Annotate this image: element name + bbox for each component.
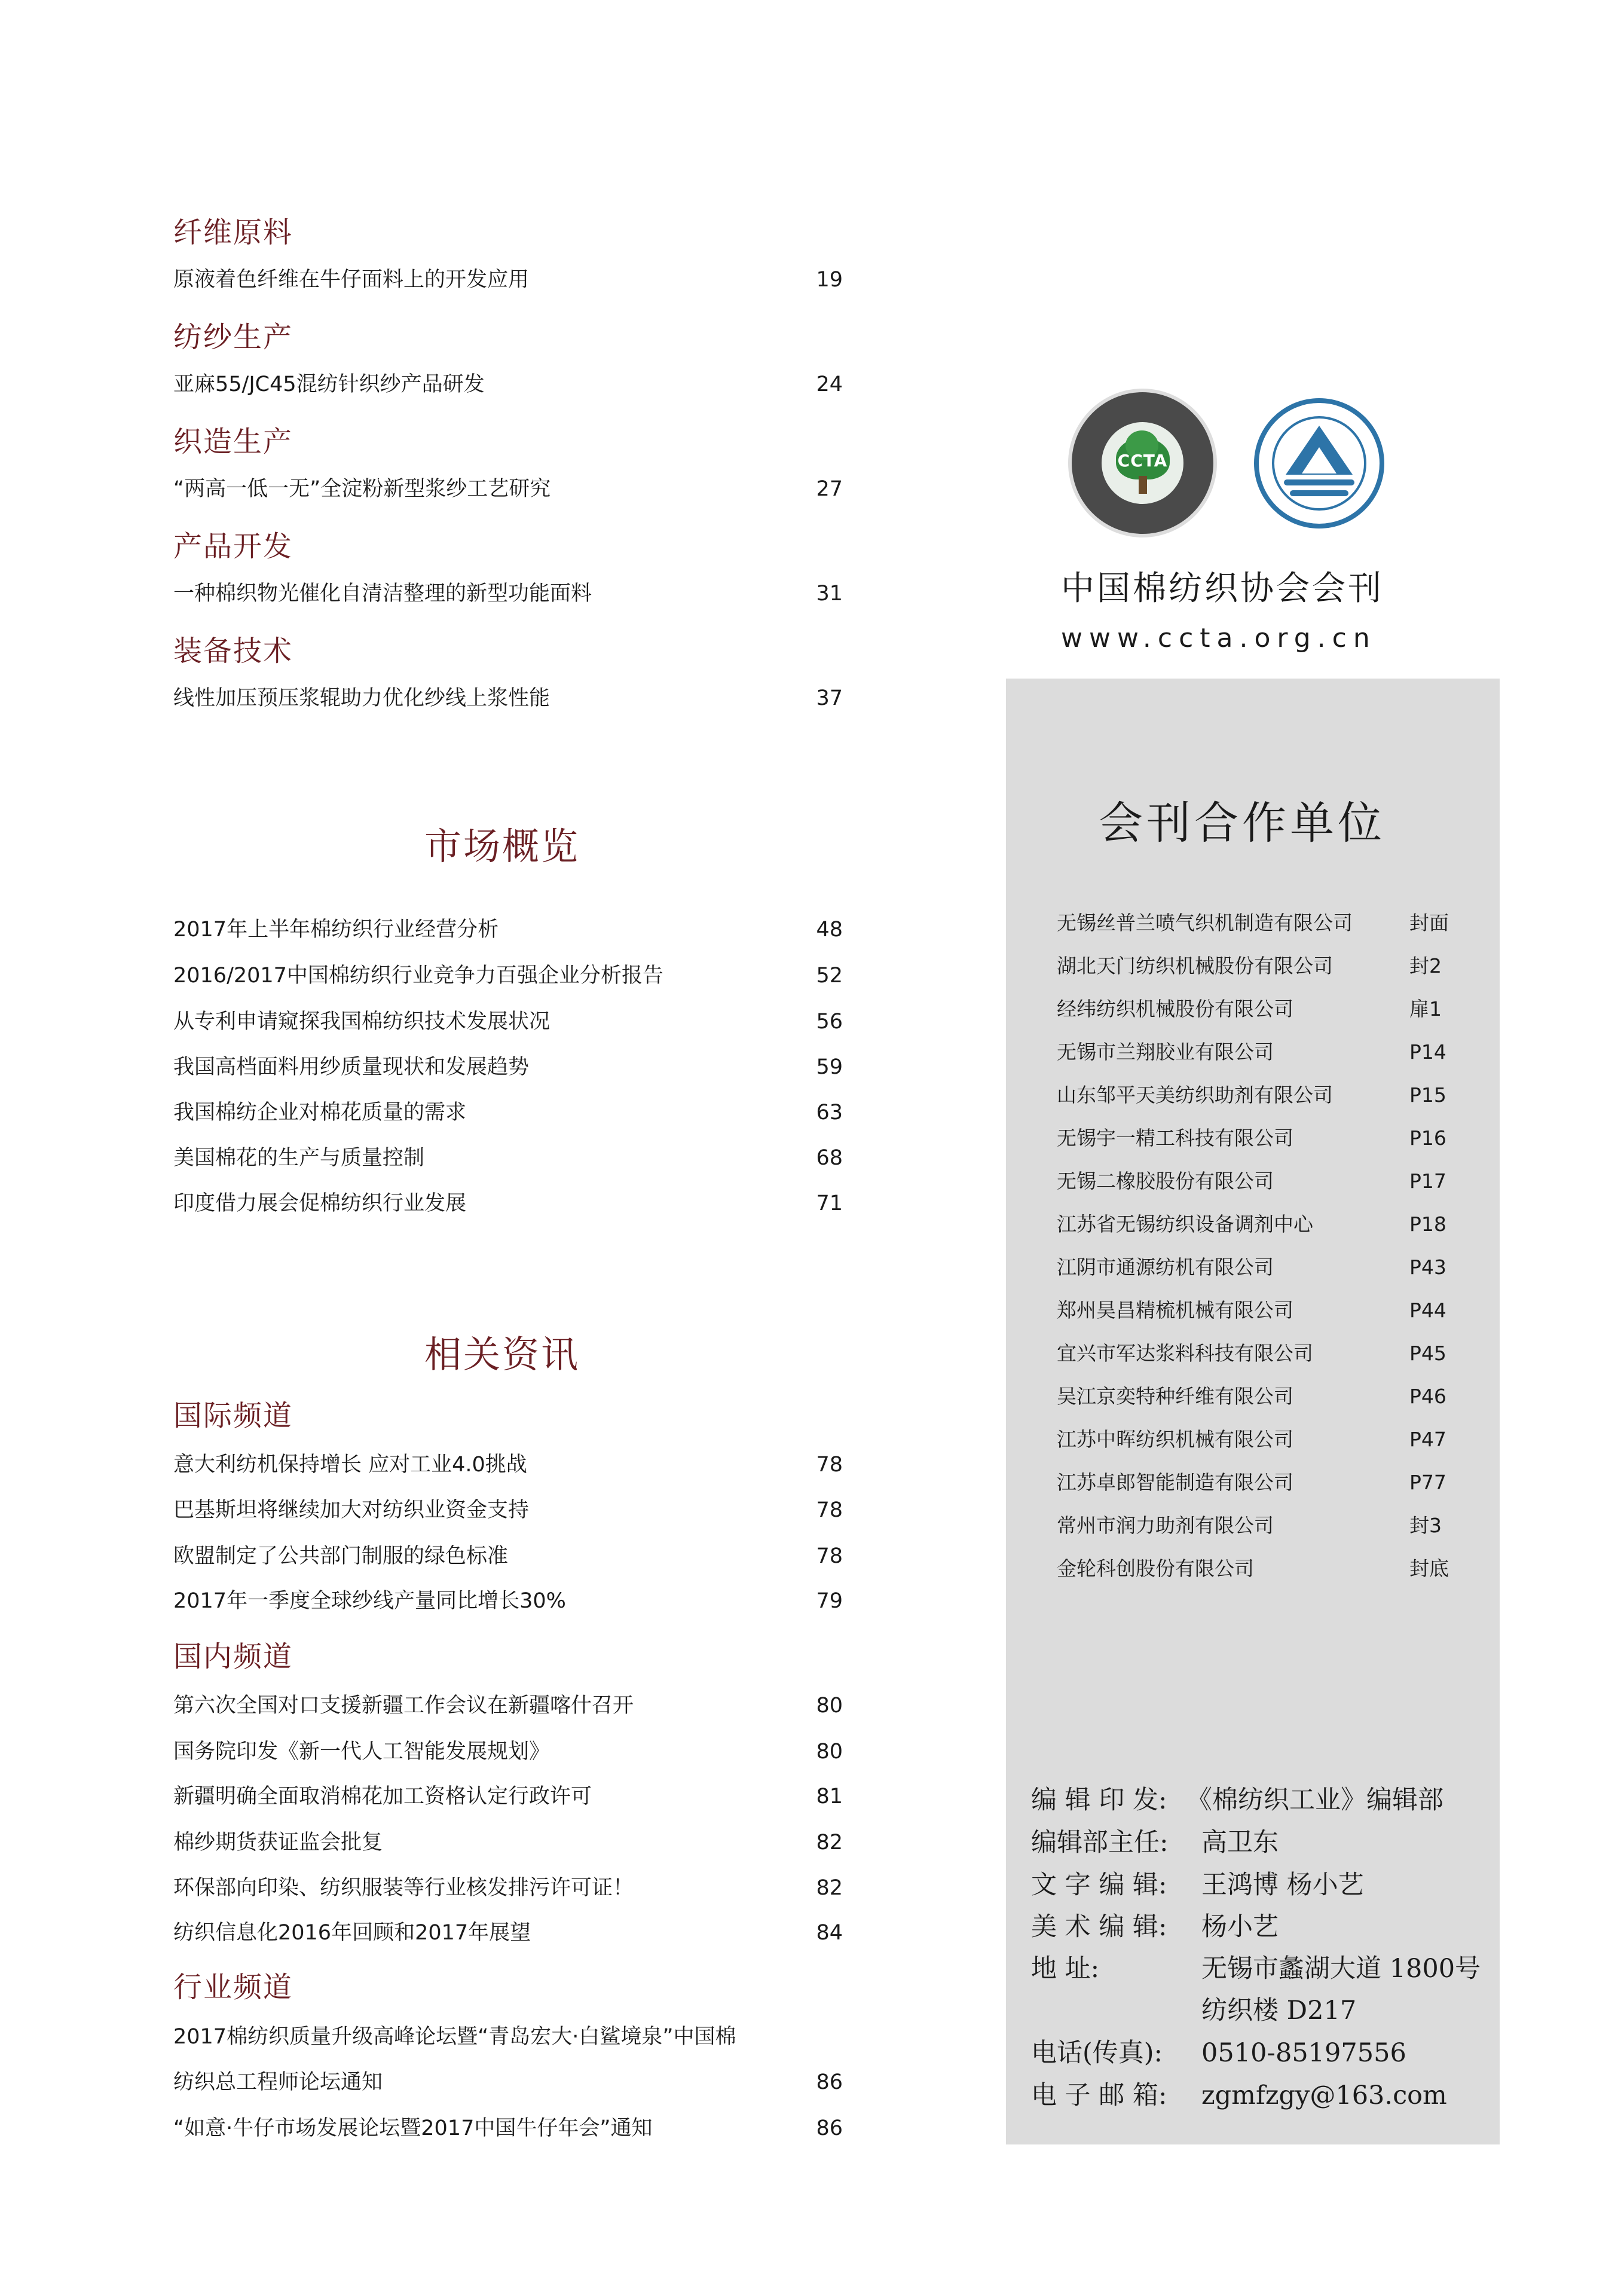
toc-entry-page: 81 — [816, 1785, 843, 1808]
toc-entry-title: 纺织总工程师论坛通知 — [173, 2070, 383, 2094]
toc-entry-page: 82 — [816, 1876, 843, 1900]
toc-entry-page: 80 — [816, 1740, 843, 1764]
journal-url[interactable]: www.ccta.org.cn — [1061, 623, 1377, 653]
editorial-label: 编 辑 印 发: — [1031, 1785, 1167, 1815]
ccta-logo-text: CCTA — [1117, 451, 1168, 471]
sponsor-name: 江阴市通源纺机有限公司 — [1057, 1255, 1274, 1279]
wave-icon — [1290, 490, 1348, 496]
toc-entry-page: 86 — [816, 2116, 843, 2140]
toc-entry-page: 24 — [816, 372, 843, 396]
sponsor-page: 扉1 — [1409, 997, 1442, 1021]
section-heading-weaving: 织造生产 — [173, 425, 293, 459]
toc-entry-page: 37 — [816, 686, 843, 710]
section-heading-fiber: 纤维原料 — [173, 216, 293, 249]
toc-entry[interactable] — [173, 1873, 843, 1903]
toc-entry-title: 欧盟制定了公共部门制服的绿色标准 — [173, 1544, 509, 1568]
toc-entry[interactable] — [173, 1828, 843, 1858]
sponsor-name: 无锡市兰翔胶业有限公司 — [1057, 1040, 1274, 1064]
sponsor-row — [1057, 1210, 1458, 1239]
toc-entry-title: 我国高档面料用纱质量现状和发展趋势 — [173, 1055, 530, 1079]
sponsor-name: 吴江京奕特种纤维有限公司 — [1057, 1385, 1293, 1408]
toc-entry-title: 亚麻55/JC45混纺针织纱产品研发 — [173, 372, 485, 396]
editorial-row — [1031, 1912, 1279, 1942]
toc-entry-title: 我国棉纺企业对棉花质量的需求 — [173, 1101, 467, 1125]
mountain-inner-icon — [1302, 447, 1336, 473]
editorial-value: 高卫东 — [1201, 1828, 1279, 1858]
sponsor-page: P15 — [1409, 1083, 1446, 1107]
sponsor-name: 无锡丝普兰喷气织机制造有限公司 — [1057, 911, 1353, 934]
toc-entry-page: 78 — [816, 1453, 843, 1477]
editorial-value: 王鸿博 杨小艺 — [1201, 1870, 1364, 1900]
ccta-logo-emblem — [1102, 422, 1183, 504]
sponsor-row — [1057, 1167, 1458, 1196]
channel-heading-international: 国际频道 — [173, 1399, 293, 1432]
toc-entry[interactable] — [173, 1918, 843, 1948]
sponsor-page: P17 — [1409, 1169, 1446, 1193]
toc-entry[interactable] — [173, 1541, 843, 1571]
toc-entry-title: 2017年上半年棉纺织行业经营分析 — [173, 918, 499, 942]
section-heading-product: 产品开发 — [173, 530, 293, 563]
sponsor-name: 江苏中晖纺织机械有限公司 — [1057, 1428, 1293, 1451]
toc-entry-page: 63 — [816, 1101, 843, 1125]
sponsor-row — [1057, 1425, 1458, 1454]
sponsor-row — [1057, 1296, 1458, 1325]
sponsor-name: 金轮科创股份有限公司 — [1057, 1557, 1254, 1580]
sponsor-row — [1057, 1124, 1458, 1153]
channel-heading-domestic: 国内频道 — [173, 1640, 293, 1673]
channel-heading-industry: 行业频道 — [173, 1971, 293, 2004]
toc-entry-page: 80 — [816, 1694, 843, 1718]
toc-entry[interactable] — [173, 1143, 843, 1173]
editorial-row — [1031, 2038, 1406, 2068]
sponsor-row — [1057, 909, 1458, 937]
jiangnan-university-logo — [1254, 398, 1384, 528]
toc-entry[interactable] — [173, 579, 843, 609]
sponsor-page: P77 — [1409, 1471, 1446, 1494]
wave-icon — [1284, 479, 1354, 485]
toc-entry[interactable] — [173, 474, 843, 504]
toc-entry-page: 27 — [816, 477, 843, 501]
market-heading: 市场概览 — [424, 824, 580, 868]
journal-title: 中国棉纺织协会会刊 — [1061, 569, 1384, 608]
toc-entry-page: 78 — [816, 1544, 843, 1568]
section-heading-equipment: 装备技术 — [173, 634, 293, 668]
toc-entry-title: 巴基斯坦将继续加大对纺织业资金支持 — [173, 1498, 530, 1522]
toc-entry-page: 82 — [816, 1831, 843, 1855]
sponsor-row — [1057, 1253, 1458, 1282]
sponsor-row — [1057, 1554, 1458, 1583]
toc-entry[interactable] — [173, 1450, 843, 1480]
editorial-label: 编辑部主任: — [1031, 1828, 1169, 1858]
toc-entry-page: 56 — [816, 1010, 843, 1034]
toc-entry-title: 线性加压预压浆辊助力优化纱线上浆性能 — [173, 686, 550, 710]
toc-entry[interactable] — [173, 2113, 843, 2143]
toc-entry[interactable] — [173, 265, 843, 295]
sponsor-page: P14 — [1409, 1040, 1446, 1064]
sponsor-row — [1057, 952, 1458, 980]
toc-entry[interactable] — [173, 369, 843, 399]
toc-entry[interactable] — [173, 1495, 843, 1525]
toc-entry-title: 2017年一季度全球纱线产量同比增长30% — [173, 1589, 566, 1613]
toc-entry-page: 52 — [816, 964, 843, 988]
sponsor-name: 宜兴市军达浆料科技有限公司 — [1057, 1342, 1313, 1365]
editorial-value[interactable]: zgmfzgy@163.com — [1201, 2081, 1447, 2110]
toc-entry-title: 纺织信息化2016年回顾和2017年展望 — [173, 1921, 531, 1945]
toc-entry-title: 从专利申请窥探我国棉纺织技术发展状况 — [173, 1010, 550, 1034]
sponsor-page: P46 — [1409, 1385, 1446, 1408]
sponsor-name: 无锡宇一精工科技有限公司 — [1057, 1126, 1293, 1150]
toc-entry-title: 国务院印发《新一代人工智能发展规划》 — [173, 1740, 550, 1764]
editorial-label: 地 址: — [1031, 1954, 1100, 1984]
sponsor-page: P18 — [1409, 1212, 1446, 1236]
editorial-row — [1031, 2081, 1447, 2110]
editorial-value: 0510-85197556 — [1201, 2038, 1406, 2068]
sponsor-name: 江苏卓郎智能制造有限公司 — [1057, 1471, 1293, 1494]
sponsor-row — [1057, 1468, 1458, 1497]
toc-entry[interactable] — [173, 915, 843, 945]
sponsors-heading: 会刊合作单位 — [1099, 798, 1386, 849]
section-heading-spinning: 纺纱生产 — [173, 320, 293, 354]
news-heading: 相关资讯 — [424, 1333, 580, 1376]
sponsor-row — [1057, 1081, 1458, 1110]
toc-entry-title: 2016/2017中国棉纺织行业竞争力百强企业分析报告 — [173, 964, 663, 988]
sponsor-row — [1057, 1511, 1458, 1540]
editorial-label: 美 术 编 辑: — [1031, 1912, 1167, 1942]
toc-entry-title: 一种棉织物光催化自清洁整理的新型功能面料 — [173, 582, 592, 606]
toc-entry-title: 原液着色纤维在牛仔面料上的开发应用 — [173, 268, 530, 292]
toc-entry[interactable] — [173, 1737, 843, 1767]
sponsor-page: 封底 — [1409, 1557, 1449, 1580]
sponsor-name: 经纬纺织机械股份有限公司 — [1057, 997, 1293, 1021]
editorial-value: 《棉纺织工业》编辑部 — [1186, 1785, 1443, 1815]
tree-trunk-icon — [1139, 476, 1147, 494]
sponsor-page: 封3 — [1409, 1514, 1442, 1537]
sponsor-page: P43 — [1409, 1255, 1446, 1279]
sponsor-name: 常州市润力助剂有限公司 — [1057, 1514, 1274, 1537]
toc-entry-page: 79 — [816, 1589, 843, 1613]
toc-entry-title: “两高一低一无”全淀粉新型浆纱工艺研究 — [173, 477, 551, 501]
toc-entry[interactable] — [173, 683, 843, 713]
editorial-label: 文 字 编 辑: — [1031, 1870, 1167, 1900]
ccta-logo — [1072, 392, 1213, 534]
toc-entry-title: 环保部向印染、纺织服装等行业核发排污许可证！ — [173, 1876, 634, 1900]
toc-entry[interactable] — [173, 1052, 843, 1082]
editorial-label: 电 子 邮 箱: — [1031, 2081, 1167, 2110]
sponsor-page: 封2 — [1409, 954, 1442, 977]
toc-entry[interactable] — [173, 1782, 843, 1811]
toc-entry-title: 意大利纺机保持增长 应对工业4.0挑战 — [173, 1453, 527, 1477]
sponsor-name: 湖北天门纺织机械股份有限公司 — [1057, 954, 1333, 977]
toc-entry[interactable] — [173, 961, 843, 991]
toc-entry-title: 2017棉纺织质量升级高峰论坛暨“青岛宏大·白鲨境泉”中国棉 — [173, 2025, 736, 2049]
sponsor-page: 封面 — [1409, 911, 1449, 934]
editorial-row — [1031, 1870, 1364, 1900]
editorial-value: 无锡市蠡湖大道 1800号 — [1201, 1954, 1481, 1984]
toc-entry-title: 新疆明确全面取消棉花加工资格认定行政许可 — [173, 1785, 592, 1808]
toc-entry-title: “如意·牛仔市场发展论坛暨2017中国牛仔年会”通知 — [173, 2116, 653, 2140]
editorial-row — [1031, 1785, 1443, 1815]
editorial-value: 杨小艺 — [1201, 1912, 1279, 1942]
sponsor-page: P16 — [1409, 1126, 1446, 1150]
toc-entry[interactable] — [173, 1007, 843, 1037]
editorial-row — [1031, 1828, 1279, 1858]
toc-entry-title: 棉纱期货获证监会批复 — [173, 1831, 383, 1855]
sponsor-row — [1057, 995, 1458, 1024]
sponsor-name: 江苏省无锡纺织设备调剂中心 — [1057, 1212, 1313, 1236]
toc-entry-title: 印度借力展会促棉纺织行业发展 — [173, 1192, 467, 1215]
toc-entry-page: 48 — [816, 918, 843, 942]
toc-entry[interactable] — [173, 2067, 843, 2097]
sponsor-name: 无锡二橡胶股份有限公司 — [1057, 1169, 1274, 1193]
editorial-row — [1031, 1954, 1481, 1984]
toc-entry[interactable] — [173, 1586, 843, 1616]
toc-entry-title: 美国棉花的生产与质量控制 — [173, 1146, 425, 1170]
sponsor-page: P45 — [1409, 1342, 1446, 1365]
toc-entry-page: 84 — [816, 1921, 843, 1945]
sponsor-row — [1057, 1339, 1458, 1368]
toc-entry-page: 71 — [816, 1192, 843, 1215]
toc-entry-page: 86 — [816, 2070, 843, 2094]
toc-entry-title: 第六次全国对口支援新疆工作会议在新疆喀什召开 — [173, 1694, 634, 1718]
sponsor-name: 山东邹平天美纺织助剂有限公司 — [1057, 1083, 1333, 1107]
toc-entry-page: 19 — [816, 268, 843, 292]
toc-entry[interactable] — [173, 1691, 843, 1721]
toc-entry[interactable] — [173, 1189, 843, 1218]
editorial-label: 电话(传真): — [1031, 2038, 1163, 2068]
sponsor-name: 郑州昊昌精梳机械有限公司 — [1057, 1299, 1293, 1322]
toc-entry[interactable] — [173, 1098, 843, 1128]
sponsor-page: P44 — [1409, 1299, 1446, 1322]
toc-entry-page: 68 — [816, 1146, 843, 1170]
toc-entry-page: 31 — [816, 582, 843, 606]
sponsor-page: P47 — [1409, 1428, 1446, 1451]
toc-entry-page: 78 — [816, 1498, 843, 1522]
toc-entry-page: 59 — [816, 1055, 843, 1079]
sponsor-row — [1057, 1382, 1458, 1411]
sponsor-row — [1057, 1038, 1458, 1067]
toc-entry[interactable] — [173, 2022, 843, 2052]
editorial-value: 纺织楼 D217 — [1201, 1996, 1357, 2026]
